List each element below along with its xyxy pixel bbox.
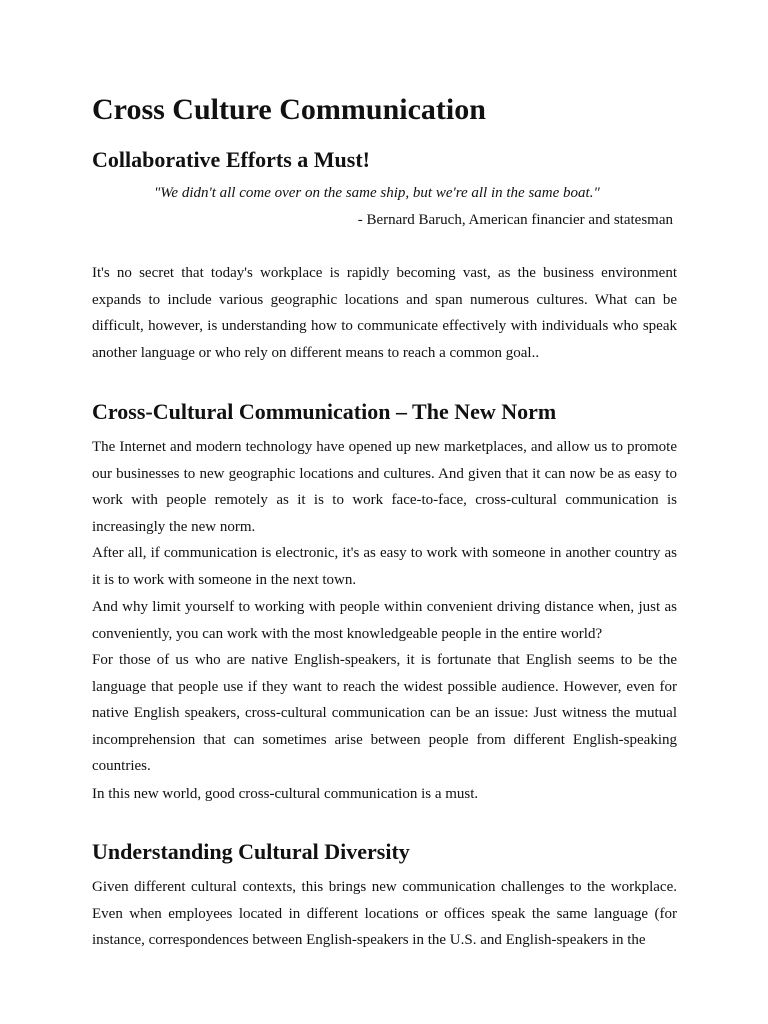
new-norm-paragraph-5: In this new world, good cross-cultural communication is a must. [92,786,479,802]
quote-text: "We didn't all come over on the same ship, but we're all in the same boat." [154,185,600,201]
cultural-diversity-paragraph: Given different cultural contexts, this brings new communication challenges to the workplace. Even when employees located in different locations or offices speak the same language (for instance, correspondences between English-speakers in the U.S. and English-speakers in the [92,879,677,949]
new-norm-paragraph-4: For those of us who are native English-speakers, it is fortunate that English seems to be the language that people use if they want to reach the widest possible audience. However, even for native English speakers, cross-cultural communication can be an issue: Just witness the mutual incomprehension that can sometimes arise between people from different English-speaking countries. [92,652,677,775]
new-norm-paragraph-3: And why limit yourself to working with people within convenient driving distance when, just as conveniently, you can work with the most knowledgeable people in the entire world? [92,599,677,642]
section-heading-new-norm: Cross-Cultural Communication – The New Norm [92,399,557,424]
quote-attribution: - Bernard Baruch, American financier and statesman [357,212,673,228]
new-norm-paragraph-1: The Internet and modern technology have opened up new marketplaces, and allow us to promote our businesses to new geographic locations and cultures. And given that it can now be as easy to work with people remotely as it is to work face-to-face, cross-cultural communication is increasingly the new norm. [92,439,677,535]
section-heading-collaborative-efforts: Collaborative Efforts a Must! [92,147,371,172]
new-norm-paragraph-2: After all, if communication is electronic, it's as easy to work with someone in another country as it is to work with someone in the next town. [92,545,677,588]
section-heading-cultural-diversity: Understanding Cultural Diversity [92,839,410,864]
page-title: Cross Culture Communication [92,93,486,126]
intro-paragraph: It's no secret that today's workplace is rapidly becoming vast, as the business environment expands to include various geographic locations and span numerous cultures. What can be difficult, however, is understanding how to communicate effectively with individuals who speak another language or who rely on different means to reach a common goal.. [92,265,677,361]
